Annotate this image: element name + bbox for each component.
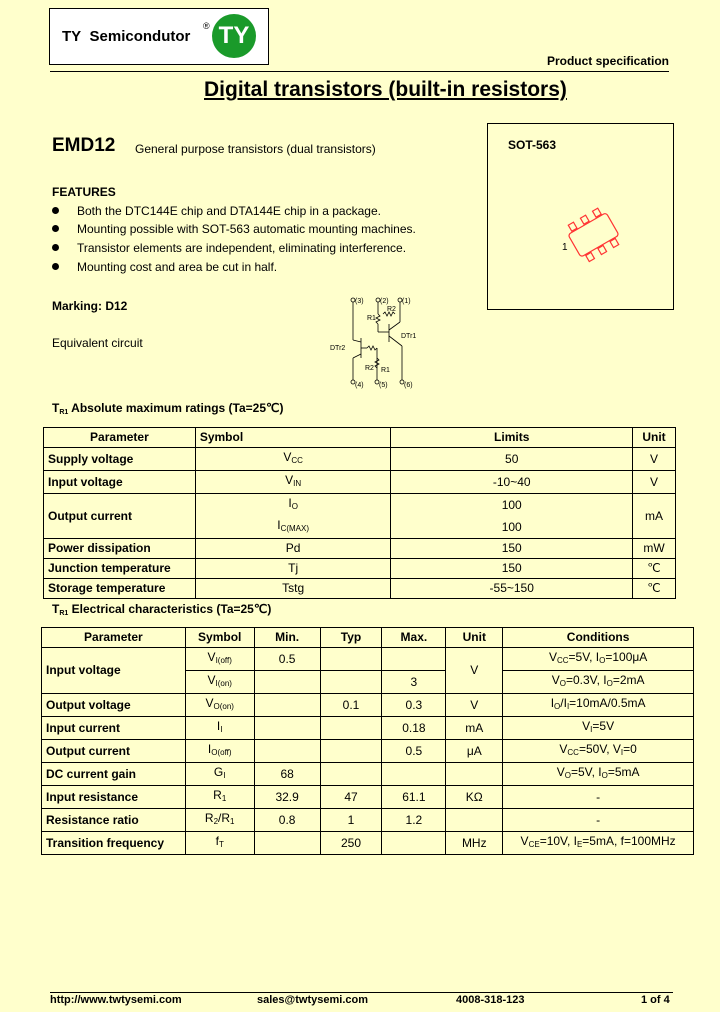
company-logo — [49, 8, 269, 65]
part-number: EMD12 — [52, 135, 116, 156]
table-row: Resistance ratio $R_2/R_1$ 0.8 1 1.2 - — [42, 809, 694, 832]
table-row: Transition frequency $f_T$ 250 MHz $V_{CE}=10V$, $I_E=5mA$, f=100MHz — [42, 832, 694, 855]
table-row: Junction temperature Tj 150 ℃ — [44, 559, 676, 579]
table-row: $V_{I(on)}$ 3 $V_O=0.3V$, $I_O=2mA$ — [42, 671, 694, 694]
marking-code: Marking: D12 — [52, 299, 128, 313]
spec-label: Product specification — [546, 54, 669, 68]
footer-page-number: 1 of 4 — [641, 994, 670, 1006]
dtr2-label: DTr2 — [330, 345, 346, 352]
column-header: Symbol — [195, 428, 391, 448]
feature-item: Mounting cost and area be cut in half. — [52, 260, 277, 274]
table-row: Power dissipation Pd 150 mW — [44, 539, 676, 559]
package-label: SOT-563 — [508, 138, 557, 152]
column-header: Symbol — [185, 628, 254, 648]
elec-char-heading: $T_{R1}$ Electrical characteristics (Ta=25℃) — [52, 602, 272, 617]
column-header: Unit — [633, 428, 676, 448]
table-row: Output current $I_O$ 100 mA — [44, 494, 676, 517]
pin1-label: (1) — [402, 298, 411, 305]
package-drawing — [548, 194, 638, 274]
footer-rule — [50, 992, 673, 993]
footer-website[interactable]: http://www.twtysemi.com — [50, 994, 182, 1006]
logo-badge — [212, 14, 256, 58]
pin4-label: (4) — [355, 382, 364, 389]
r2-label: R2 — [387, 306, 396, 313]
page-title: Digital transistors (built-in resistors) — [204, 78, 567, 101]
table-row: Input resistance $R_1$ 32.9 47 61.1 KΩ - — [42, 786, 694, 809]
table-row: Input current $I_I$ 0.18 mA $V_I=5V$ — [42, 717, 694, 740]
table-header-row — [44, 428, 676, 448]
column-header: Parameter — [42, 628, 186, 648]
table-row: DC current gain $G_I$ 68 $V_O=5V$, $I_O=5mA$ — [42, 763, 694, 786]
equivalent-circuit-label: Equivalent circuit — [52, 336, 143, 350]
table-row: Output current $I_{O(off)}$ 0.5 μA $V_{CC}=50V$, $V_I=0$ — [42, 740, 694, 763]
abs-ratings-heading: $T_{R1}$ Absolute maximum ratings (Ta=25℃) — [52, 401, 284, 416]
elec-char-table — [41, 627, 694, 855]
pin5-label: (5) — [379, 382, 388, 389]
package-pin1-label: 1 — [562, 242, 568, 253]
logo-letters: TY — [218, 22, 250, 49]
r1-label: R1 — [367, 315, 376, 322]
table-row: Input voltage $V_{IN}$ -10~40 V — [44, 471, 676, 494]
footer-phone: 4008-318-123 — [456, 994, 525, 1006]
feature-item: Mounting possible with SOT-563 automatic mounting machines. — [52, 222, 416, 236]
column-header: Conditions — [503, 628, 694, 648]
footer-email[interactable]: sales@twtysemi.com — [257, 994, 368, 1006]
features-heading: FEATURES — [52, 185, 116, 199]
column-header: Unit — [446, 628, 503, 648]
package-box — [487, 123, 674, 310]
r2-label: R2 — [365, 365, 374, 372]
feature-item: Both the DTC144E chip and DTA144E chip in a package. — [52, 204, 381, 218]
table-row: Supply voltage $V_{CC}$ 50 V — [44, 448, 676, 471]
table-row: Input voltage $V_{I(off)}$ 0.5 V $V_{CC}=5V$, $I_O=100\mu A$ — [42, 648, 694, 671]
brand-text: TY Semicondutor — [62, 28, 191, 45]
header-rule — [50, 71, 669, 72]
column-header: Min. — [254, 628, 320, 648]
column-header: Typ — [320, 628, 382, 648]
feature-item: Transistor elements are independent, eliminating interference. — [52, 241, 406, 255]
column-header: Parameter — [44, 428, 196, 448]
pin3-label: (3) — [355, 298, 364, 305]
part-description: General purpose transistors (dual transistors) — [135, 142, 376, 156]
dtr1-label: DTr1 — [401, 333, 417, 340]
pin6-label: (6) — [404, 382, 413, 389]
table-row: Storage temperature Tstg -55~150 ℃ — [44, 579, 676, 599]
equivalent-circuit — [325, 292, 425, 390]
table-row: $I_{C(MAX)}$ 100 — [44, 516, 676, 539]
r1-label: R1 — [381, 367, 390, 374]
abs-ratings-table — [43, 427, 676, 599]
column-header: Limits — [391, 428, 633, 448]
table-header-row — [42, 628, 694, 648]
registered-mark: ® — [203, 21, 210, 31]
table-row: Output voltage $V_{O(on)}$ 0.1 0.3 V $I_O/I_I=10mA/0.5mA$ — [42, 694, 694, 717]
column-header: Max. — [382, 628, 446, 648]
pin2-label: (2) — [380, 298, 389, 305]
